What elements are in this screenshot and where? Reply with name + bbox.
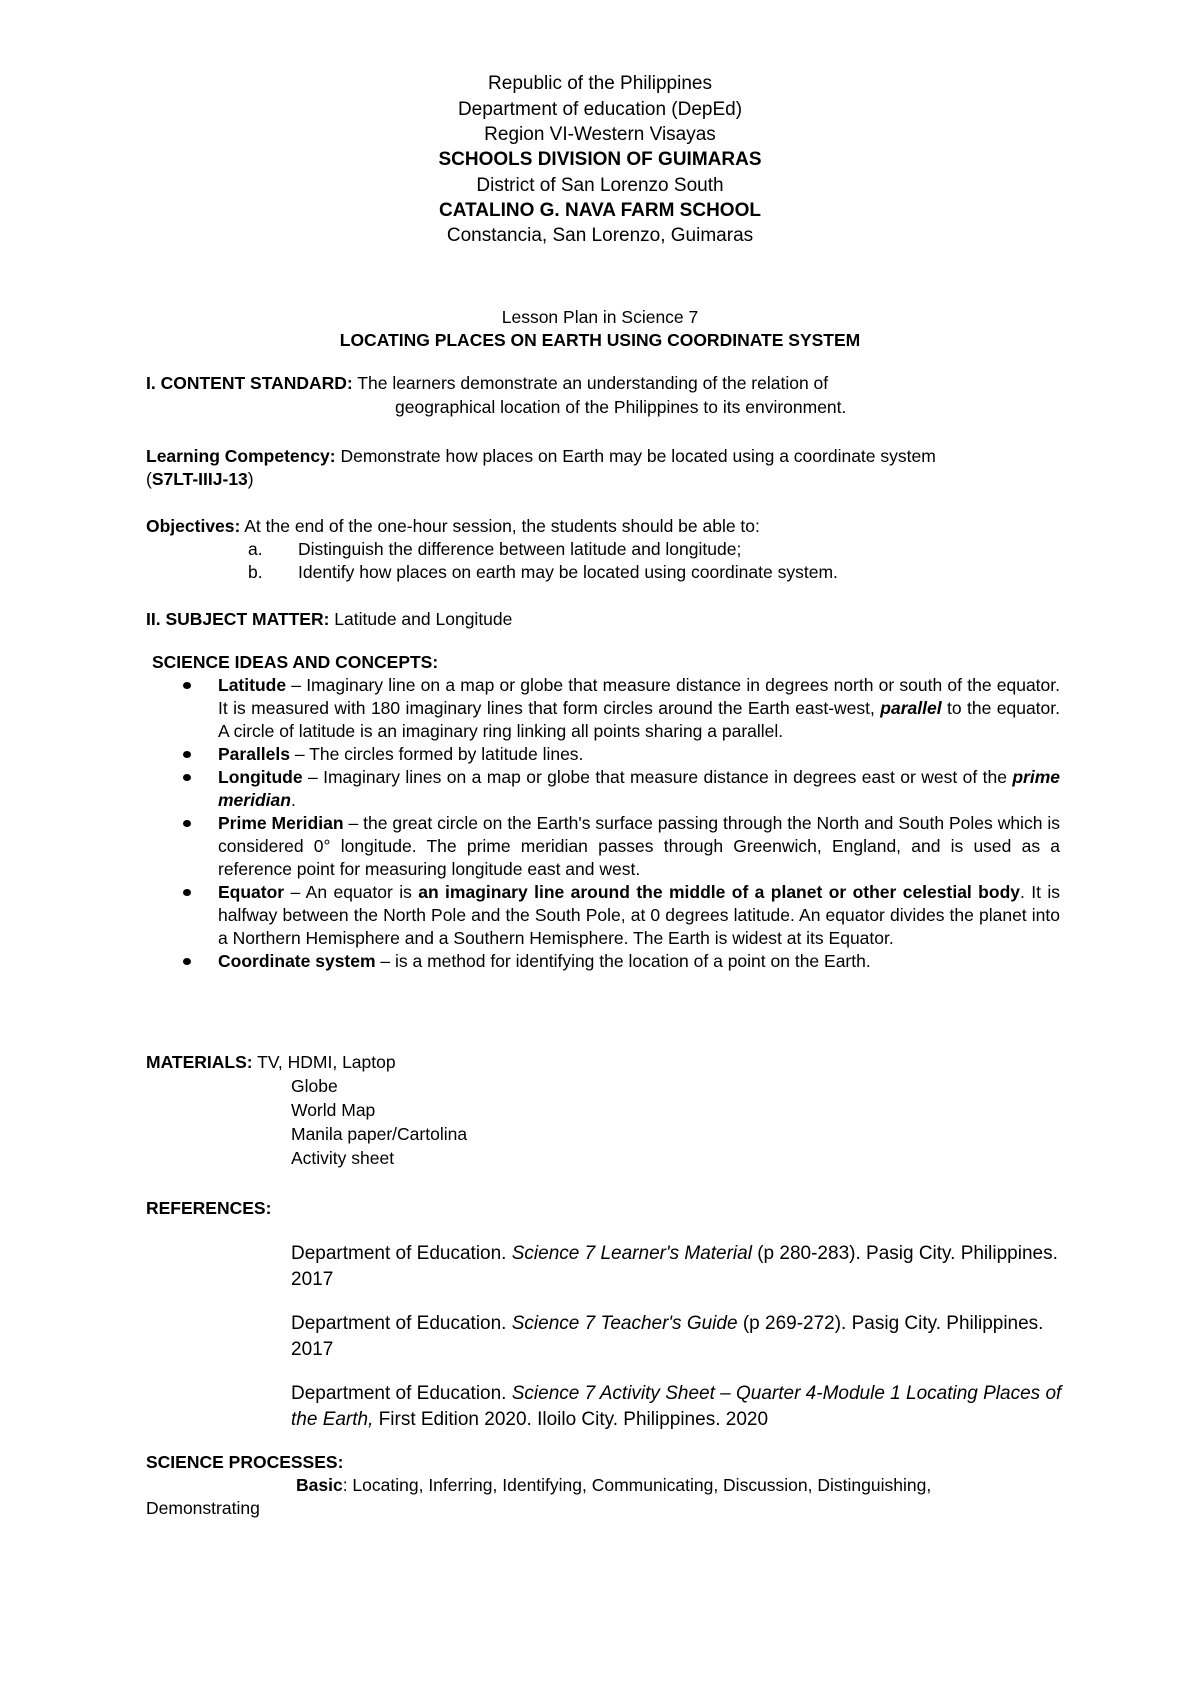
objective-item: Identify how places on earth may be located using coordinate system. (298, 562, 838, 582)
concept-prime-meridian: Prime Meridian – the great circle on the Earth's surface passing through the North and South Poles which is considered 0° longitude. The prime meridian passes through Greenwich, England, and is used as a reference point for measuring longitude east and west. (218, 813, 1060, 879)
concept-parallels: Parallels – The circles formed by latitude lines. (218, 743, 1060, 766)
content-standard (146, 372, 1076, 395)
references-label: REFERENCES: (146, 1198, 272, 1218)
objectives-text: At the end of the one-hour session, the students should be able to: (240, 516, 760, 536)
content-standard-cont: geographical location of the Philippines to its environment. (395, 397, 847, 417)
competency-label: Learning Competency: (146, 446, 336, 466)
subject-matter (146, 608, 1076, 631)
learning-competency (146, 445, 1076, 468)
reference-item: Department of Education. Science 7 Teacher's Guide (p 269-272). Pasig City. Philippines. 2017 (291, 1313, 1044, 1360)
material-item: Activity sheet (291, 1148, 395, 1168)
lesson-title: LOCATING PLACES ON EARTH USING COORDINATE SYSTEM (339, 330, 861, 350)
processes-basic-cont: Demonstrating (146, 1498, 260, 1518)
competency-code: S7LT-IIIJ-13 (151, 469, 248, 489)
reference-item: Department of Education. Science 7 Learner's Material (p 280-283). Pasig City. Philippines. 2017 (291, 1243, 1058, 1290)
objectives (146, 515, 1076, 538)
header-school: CATALINO G. NAVA FARM SCHOOL (439, 200, 761, 221)
concepts-heading: SCIENCE IDEAS AND CONCEPTS: (152, 652, 439, 672)
competency-text: Demonstrate how places on Earth may be located using a coordinate system (335, 446, 936, 466)
material-item: Globe (291, 1076, 338, 1096)
material-item: World Map (291, 1100, 376, 1120)
content-standard-text: The learners demonstrate an understanding of the relation of (352, 373, 829, 393)
material-item: Manila paper/Cartolina (291, 1124, 468, 1144)
objectives-label: Objectives: (146, 516, 241, 536)
materials (146, 1051, 746, 1074)
concept-longitude: Longitude – Imaginary lines on a map or globe that measure distance in degrees east or west of the prime meridian. (218, 767, 1060, 810)
objective-marker: b. (248, 562, 263, 582)
header-address: Constancia, San Lorenzo, Guimaras (446, 225, 754, 246)
concepts-list (218, 674, 1060, 973)
concept-equator: Equator – An equator is an imaginary line around the middle of a planet or other celestial body. It is halfway between the North Pole and the South Pole, at 0 degrees latitude. An equator divides the planet into a Northern Hemisphere and a Southern Hemisphere. The Earth is widest at its Equator. (218, 882, 1060, 948)
subject-matter-text: Latitude and Longitude (329, 609, 513, 629)
header-district: District of San Lorenzo South (476, 175, 724, 196)
content-standard-label: I. CONTENT STANDARD: (146, 373, 353, 393)
reference-item: Department of Education. Science 7 Activity Sheet – Quarter 4-Module 1 Locating Places of the Earth, First Edition 2020. Iloilo City. Philippines. 2020 (291, 1383, 1062, 1430)
concept-latitude: Latitude – Imaginary line on a map or globe that measure distance in degrees north or south of the equator. It is measured with 180 imaginary lines that form circles around the Earth east-west, parallel to the equator. A circle of latitude is an imaginary ring linking all points sharing a parallel. (218, 675, 1061, 741)
processes-basic: Basic: Locating, Inferring, Identifying, Communicating, Discussion, Distinguishing, (296, 1475, 932, 1495)
objective-item: Distinguish the difference between latitude and longitude; (298, 539, 742, 559)
subject-matter-label: II. SUBJECT MATTER: (146, 609, 330, 629)
header-division: SCHOOLS DIVISION OF GUIMARAS (438, 149, 762, 170)
processes-basic-label: Basic (296, 1475, 343, 1495)
header-region: Region VI-Western Visayas (484, 124, 716, 145)
header-republic: Republic of the Philippines (488, 73, 712, 94)
materials-first: TV, HDMI, Laptop (252, 1052, 396, 1072)
header-department: Department of education (DepEd) (457, 99, 743, 120)
lesson-subtitle: Lesson Plan in Science 7 (501, 307, 699, 327)
concept-coordinate-system: Coordinate system – is a method for identifying the location of a point on the Earth. (218, 950, 1060, 973)
competency-code-line: (S7LT-IIIJ-13) (146, 469, 254, 489)
materials-label: MATERIALS: (146, 1052, 253, 1072)
objective-marker: a. (248, 539, 263, 559)
processes-label: SCIENCE PROCESSES: (146, 1452, 344, 1472)
